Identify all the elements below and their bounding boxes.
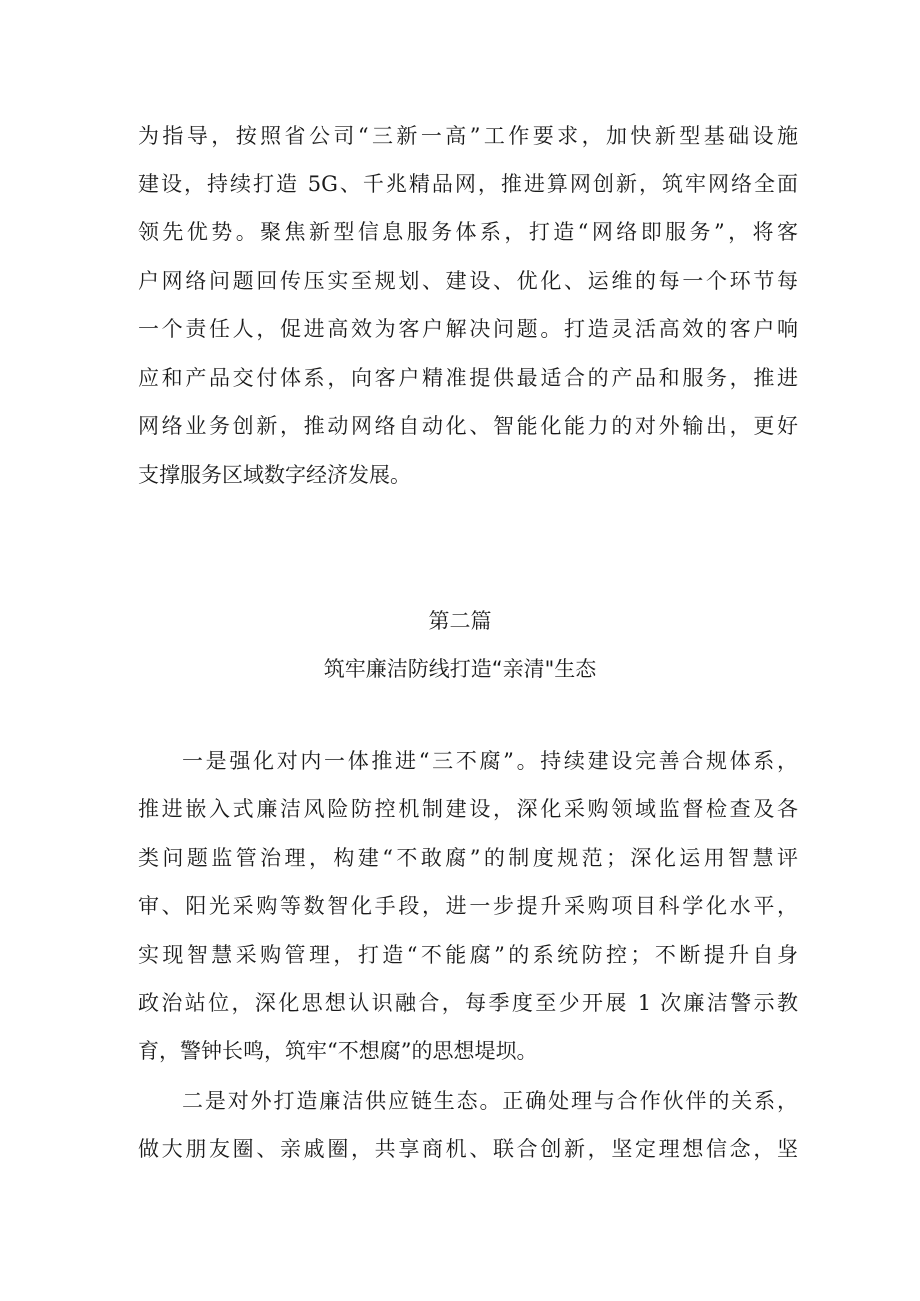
paragraph-2-line: 审、阳光采购等数智化手段，进一步提升采购项目科学化水平， xyxy=(138,894,798,918)
paragraph-2-line: 政治站位，深化思想认识融合，每季度至少开展 1 次廉洁警示教 xyxy=(138,991,798,1015)
paragraph-1-line: 应和产品交付体系，向客户精准提供最适合的产品和服务，推进 xyxy=(138,366,798,390)
paragraph-1-line: 领先优势。聚焦新型信息服务体系，打造“网络即服务”，将客 xyxy=(138,220,798,244)
paragraph-1-line: 一个责任人，促进高效为客户解决问题。打造灵活高效的客户响 xyxy=(138,317,798,341)
paragraph-2-line: 实现智慧采购管理，打造“不能腐”的系统防控；不断提升自身 xyxy=(138,943,798,967)
paragraph-1-line: 支撑服务区域数字经济发展。 xyxy=(138,463,411,487)
paragraph-3-line: 做大朋友圈、亲戚圈，共享商机、联合创新，坚定理想信念，坚 xyxy=(138,1137,798,1161)
paragraph-3-line: 二是对外打造廉洁供应链生态。正确处理与合作伙伴的关系， xyxy=(182,1089,798,1113)
paragraph-2-line: 育，警钟长鸣，筑牢“不想腐”的思想堤坝。 xyxy=(138,1039,538,1063)
paragraph-1-line: 户网络问题回传压实至规划、建设、优化、运维的每一个环节每 xyxy=(138,269,798,293)
paragraph-1-line: 网络业务创新，推动网络自动化、智能化能力的对外输出，更好 xyxy=(138,414,798,438)
paragraph-1-line: 为指导，按照省公司“三新一高”工作要求，加快新型基础设施 xyxy=(138,124,798,148)
paragraph-2-line: 推进嵌入式廉洁风险防控机制建设，深化采购领域监督检查及各 xyxy=(138,797,798,821)
paragraph-2-line: 一是强化对内一体推进“三不腐”。持续建设完善合规体系， xyxy=(182,749,798,773)
section-number: 第二篇 xyxy=(428,609,492,633)
paragraph-1-line: 建设，持续打造 5G、千兆精品网，推进算网创新，筑牢网络全面 xyxy=(138,172,798,196)
section-title: 筑牢廉洁防线打造“亲清"生态 xyxy=(323,657,597,681)
paragraph-2-line: 类问题监管治理，构建“不敢腐”的制度规范；深化运用智慧评 xyxy=(138,846,798,870)
